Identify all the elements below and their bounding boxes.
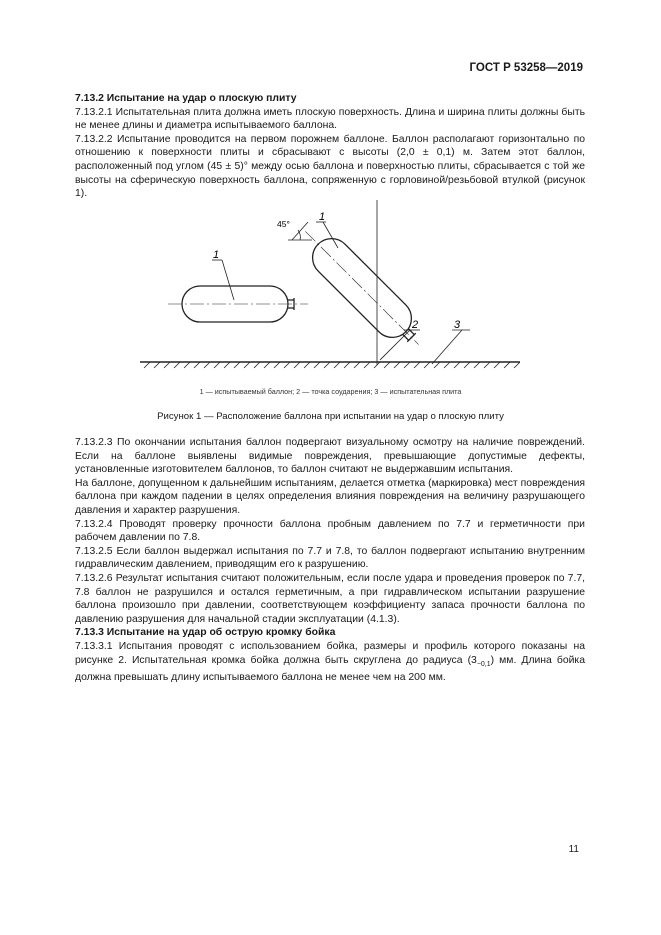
figure-1-drawing [140,200,520,375]
section-continued [75,436,585,685]
paragraph-7-13-3-1-part2: ) мм. Длина бойка должна превышать длину испытываемого баллона не менее чем на 200 мм. [75,654,585,684]
paragraph-marking: На баллоне, допущенном к дальнейшим испытаниям, делается отметка (маркировка) мест повреждения баллона при каждом падении в целях определения влияния повреждения на величину разрушающего давления и характер разрушения. [75,477,585,516]
cylinder-horizontal [168,286,308,322]
leader-line-2 [380,330,410,360]
plate-hatching [144,362,520,368]
page-number: 11 [568,844,579,855]
paragraph-7-13-3-1 [75,640,585,685]
leader-line-1a [222,260,234,300]
document-header: ГОСТ Р 53258—2019 [469,62,583,74]
angle-label: 45° [277,219,290,229]
label-1b: 1 [319,211,326,223]
label-1a: 1 [213,249,220,261]
paragraph-7-13-2-5: 7.13.2.5 Если баллон выдержал испытания по 7.7 и 7.8, то баллон подвергают испытанию внутренним гидравлическим давлением, приводящим его к разрушению. [75,545,585,571]
section-heading-7-13-3: 7.13.3 Испытание на удар об острую кромку бойка [75,627,336,639]
paragraph-7-13-2-2: 7.13.2.2 Испытание проводится на первом порожнем баллоне. Баллон располагают горизонтально по отношению к поверхности плиты и сбрасывают с высоты (2,0 ± 0,1) м. Затем этот баллон, расположенный под углом (45 ± 5)° между осью баллона и поверхностью плиты, сбрасывается с той же высоты на сферическую поверхность баллона, сопряженную с горловиной/резьбовой втулкой (рисунок 1). [75,133,585,200]
paragraph-7-13-2-6: 7.13.2.6 Результат испытания считают положительным, если после удара и проведения проверок по 7.7, 7.8 баллон не разрушился и остался герметичным, а при гидравлическом испытании разрушение баллона произошло при давлении, соответствующем коэффициенту запаса прочности баллона по давлению разрушения для начальной стадии эксплуатации (4.1.3). [75,572,585,625]
paragraph-7-13-2-3: 7.13.2.3 По окончании испытания баллон подвергают визуальному осмотру на наличие повреждений. Если на баллоне выявлены видимые повреждения, превышающие допустимые дефекты, установленные изготовителем баллонов, то баллон считают не выдержавшим испытания. [75,437,585,476]
label-3: 3 [454,319,461,331]
section-heading: 7.13.2 Испытание на удар о плоскую плиту [75,93,297,104]
leader-line-1b [323,222,338,248]
paragraph-7-13-3-1-part1: 7.13.3.1 Испытания проводят с использованием бойка, размеры и профиль которого показаны на рисунке 2. Испытательная кромка бойка должна быть скруглена до радиуса (3 [75,640,585,666]
radius-tolerance: −0,1 [476,660,491,668]
section-7-13-2 [75,92,585,201]
label-2: 2 [412,319,419,331]
paragraph-7-13-2-1: 7.13.2.1 Испытательная плита должна иметь плоскую поверхность. Длина и ширина плиты должны быть не менее длины и диаметра испытываемого баллона. [75,106,585,132]
paragraph-7-13-2-4: 7.13.2.4 Проводят проверку прочности баллона пробным давлением по 7.7 и герметичности при рабочем давлении по 7.8. [75,518,585,544]
leader-line-3 [432,330,462,364]
figure-caption: Рисунок 1 — Расположение баллона при испытании на удар о плоскую плиту [157,411,504,422]
figure-legend: 1 — испытываемый баллон; 2 — точка соударения; 3 — испытательная плита [199,387,462,396]
cylinder-tilted [292,218,432,358]
